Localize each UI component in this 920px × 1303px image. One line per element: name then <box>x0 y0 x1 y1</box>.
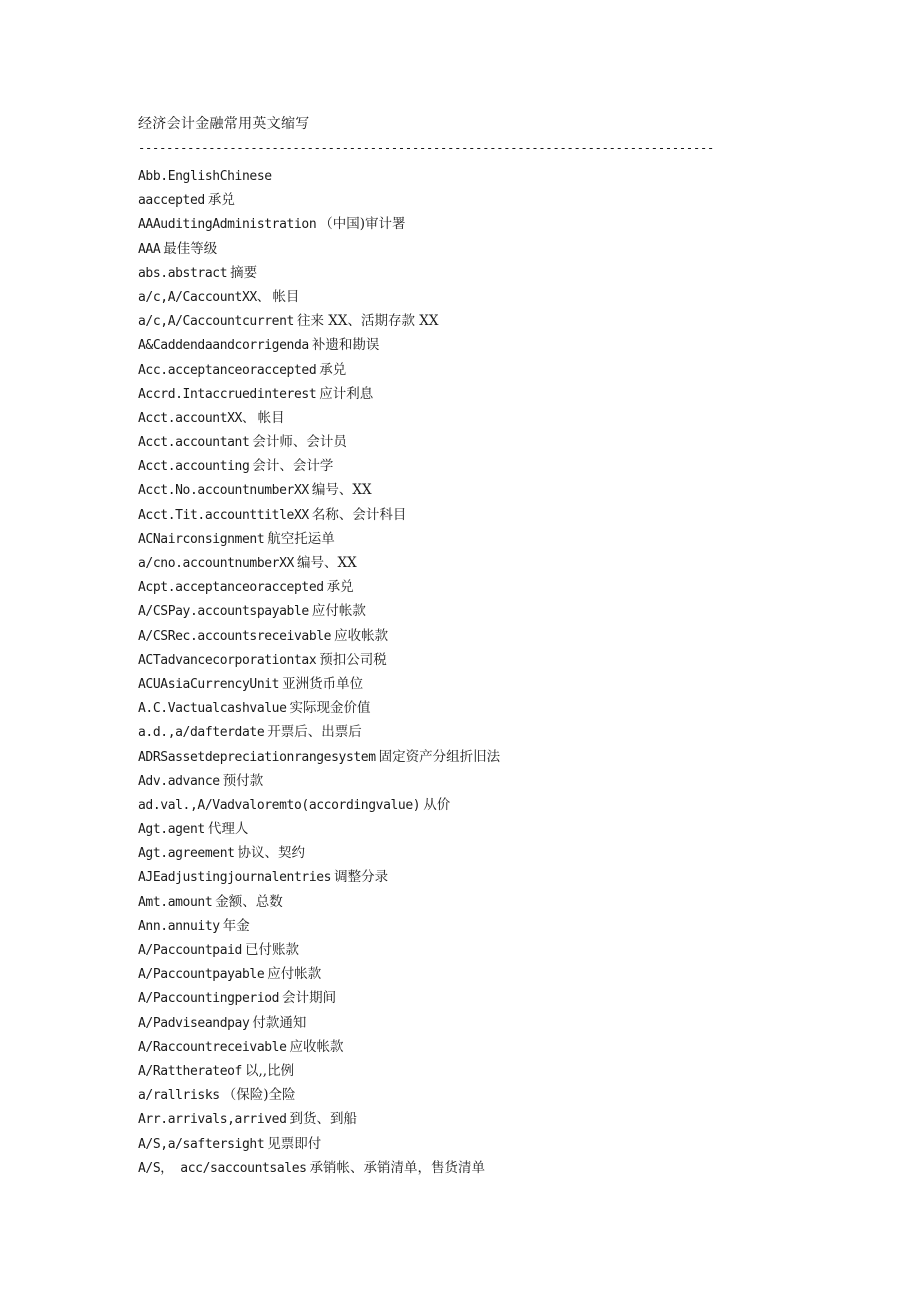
entry-abbreviation: A/Raccountreceivable <box>138 1039 287 1055</box>
list-item <box>138 478 778 502</box>
entry-abbreviation: A/Padviseandpay <box>138 1015 250 1031</box>
entry-abbreviation: A/CSPay.accountspayable <box>138 604 309 620</box>
document-title: 经济会计金融常用英文缩写 <box>138 116 310 132</box>
entry-meaning: 应付帐款 <box>311 603 366 620</box>
list-item <box>138 430 778 454</box>
list-item <box>138 1011 778 1035</box>
entry-abbreviation: Acct.accountant <box>138 435 250 451</box>
entry-meaning: 开票后、出票后 <box>267 724 362 741</box>
list-item <box>138 648 778 672</box>
entry-abbreviation: ad.val.,A/Vadvaloremto(accordingvalue) <box>138 797 421 813</box>
list-item <box>138 769 778 793</box>
entry-meaning: 往来 XX、活期存款 XX <box>296 313 439 330</box>
entry-meaning: 帐目 <box>272 288 300 305</box>
entry-abbreviation: AAAuditingAdministration <box>138 217 317 233</box>
document-page <box>138 112 778 1180</box>
list-item <box>138 285 778 309</box>
list-item <box>138 309 778 333</box>
entry-abbreviation: Amt.amount <box>138 894 213 910</box>
entry-meaning: 帐目 <box>257 409 285 426</box>
list-item <box>138 1132 778 1156</box>
entry-abbreviation: ACNairconsignment <box>138 531 265 547</box>
entry-abbreviation: a/rallrisks <box>138 1088 220 1104</box>
entry-meaning: 代理人 <box>207 821 249 838</box>
entry-abbreviation: Acpt.acceptanceoraccepted <box>138 580 324 596</box>
entry-abbreviation: Arr.arrivals,arrived <box>138 1112 287 1128</box>
list-item <box>138 551 778 575</box>
list-item <box>138 1083 778 1107</box>
entry-abbreviation: A/S， acc/saccountsales <box>138 1160 307 1176</box>
entry-abbreviation: Acct.No.accountnumberXX <box>138 483 309 499</box>
entry-meaning: 应收帐款 <box>334 627 389 644</box>
entry-abbreviation: A/Paccountingperiod <box>138 991 280 1007</box>
list-item <box>138 261 778 285</box>
entry-abbreviation: Adv.advance <box>138 773 220 789</box>
list-item <box>138 406 778 430</box>
entry-meaning: 承兑 <box>319 361 347 378</box>
entry-meaning: 从价 <box>423 796 451 813</box>
entry-meaning: 实际现金价值 <box>289 700 371 717</box>
list-item <box>138 938 778 962</box>
list-item <box>138 212 778 236</box>
entry-meaning: 调整分录 <box>334 869 389 886</box>
entry-abbreviation: ACTadvancecorporationtax <box>138 652 317 668</box>
separator-line: ---------------------------------------------------------------------------------- <box>138 141 715 155</box>
entry-meaning: 预付款 <box>222 772 264 789</box>
entry-meaning: 承销帐、承销清单，售货清单 <box>309 1159 486 1176</box>
entry-abbreviation: Acct.accounting <box>138 459 250 475</box>
entry-meaning: 付款通知 <box>252 1014 307 1031</box>
list-item <box>138 575 778 599</box>
entry-abbreviation: A/Paccountpayable <box>138 967 265 983</box>
list-item <box>138 164 778 188</box>
abbreviation-list <box>138 164 778 1180</box>
entry-abbreviation: abs.abstract <box>138 265 228 281</box>
list-item <box>138 793 778 817</box>
entry-meaning: 会计、会计学 <box>252 458 334 475</box>
entry-abbreviation: ADRSassetdepreciationrangesystem <box>138 749 376 765</box>
entry-meaning: 航空托运单 <box>267 530 335 547</box>
entry-meaning: 应收帐款 <box>289 1038 344 1055</box>
list-item <box>138 333 778 357</box>
entry-abbreviation: A/CSRec.accountsreceivable <box>138 628 332 644</box>
list-item <box>138 454 778 478</box>
list-item <box>138 188 778 212</box>
entry-abbreviation: Acct.Tit.accounttitleXX <box>138 507 309 523</box>
list-item <box>138 527 778 551</box>
list-item <box>138 696 778 720</box>
entry-meaning: 固定资产分组折旧法 <box>378 748 501 765</box>
entry-abbreviation: AAA <box>138 241 161 257</box>
entry-meaning: 补遗和勘误 <box>311 337 380 354</box>
list-item <box>138 624 778 648</box>
entry-meaning: 应计利息 <box>319 385 374 402</box>
entry-abbreviation: Agt.agent <box>138 822 205 838</box>
entry-meaning: 到货、到船 <box>289 1111 358 1128</box>
entry-abbreviation: Ann.annuity <box>138 918 220 934</box>
list-item <box>138 962 778 986</box>
list-item <box>138 865 778 889</box>
list-item <box>138 914 778 938</box>
list-item <box>138 745 778 769</box>
list-item <box>138 1107 778 1131</box>
entry-abbreviation: Acct.accountXX、 <box>138 410 255 426</box>
entry-abbreviation: Agt.agreement <box>138 846 235 862</box>
list-item <box>138 382 778 406</box>
list-item <box>138 503 778 527</box>
entry-meaning: 会计师、会计员 <box>252 434 347 451</box>
list-item <box>138 1059 778 1083</box>
list-item <box>138 1156 778 1180</box>
entry-abbreviation: a/cno.accountnumberXX <box>138 556 294 571</box>
entry-meaning: 摘要 <box>230 264 258 281</box>
entry-abbreviation: A/S,a/saftersight <box>138 1136 265 1152</box>
entry-meaning: 年金 <box>222 917 250 934</box>
entry-abbreviation: a/c,A/Caccountcurrent <box>138 314 294 330</box>
entry-abbreviation: a/c,A/CaccountXX、 <box>138 289 270 305</box>
list-item <box>138 817 778 841</box>
entry-meaning: 协议、契约 <box>237 845 306 862</box>
entry-meaning: 编号、XX <box>296 555 357 571</box>
entry-meaning: （保险)全险 <box>222 1087 296 1104</box>
list-item <box>138 237 778 261</box>
entry-abbreviation: A&Caddendaandcorrigenda <box>138 338 309 354</box>
list-item <box>138 841 778 865</box>
entry-meaning: （中国)审计署 <box>319 216 406 233</box>
entry-meaning: 亚洲货币单位 <box>282 675 364 692</box>
entry-abbreviation: aaccepted <box>138 193 205 209</box>
entry-abbreviation: Abb.EnglishChinese <box>138 169 272 184</box>
entry-meaning: 见票即付 <box>267 1135 322 1152</box>
list-item <box>138 890 778 914</box>
entry-meaning: 最佳等级 <box>163 240 218 257</box>
entry-abbreviation: Acc.acceptanceoraccepted <box>138 362 317 378</box>
list-item <box>138 720 778 744</box>
list-item <box>138 599 778 623</box>
entry-abbreviation: A/Rattherateof <box>138 1063 242 1079</box>
entry-meaning: 承兑 <box>207 192 235 209</box>
list-item <box>138 358 778 382</box>
entry-abbreviation: AJEadjustingjournalentries <box>138 870 332 886</box>
list-item <box>138 1035 778 1059</box>
entry-meaning: 金额、总数 <box>215 893 283 910</box>
entry-meaning: 应付帐款 <box>267 966 322 983</box>
entry-meaning: 编号、XX <box>311 482 372 499</box>
entry-meaning: 预扣公司税 <box>319 651 387 668</box>
entry-abbreviation: ACUAsiaCurrencyUnit <box>138 676 280 692</box>
entry-abbreviation: a.d.,a/dafterdate <box>138 725 265 741</box>
entry-abbreviation: Accrd.Intaccruedinterest <box>138 386 317 402</box>
entry-meaning: 会计期间 <box>282 990 337 1007</box>
entry-meaning: 名称、会计科目 <box>311 506 407 523</box>
list-item <box>138 672 778 696</box>
entry-meaning: 已付账款 <box>244 942 299 958</box>
entry-abbreviation: A.C.Vactualcashvalue <box>138 701 287 717</box>
list-item <box>138 986 778 1010</box>
entry-meaning: 以,,比例 <box>244 1062 295 1079</box>
entry-meaning: 承兑 <box>326 579 354 596</box>
entry-abbreviation: A/Paccountpaid <box>138 943 242 958</box>
